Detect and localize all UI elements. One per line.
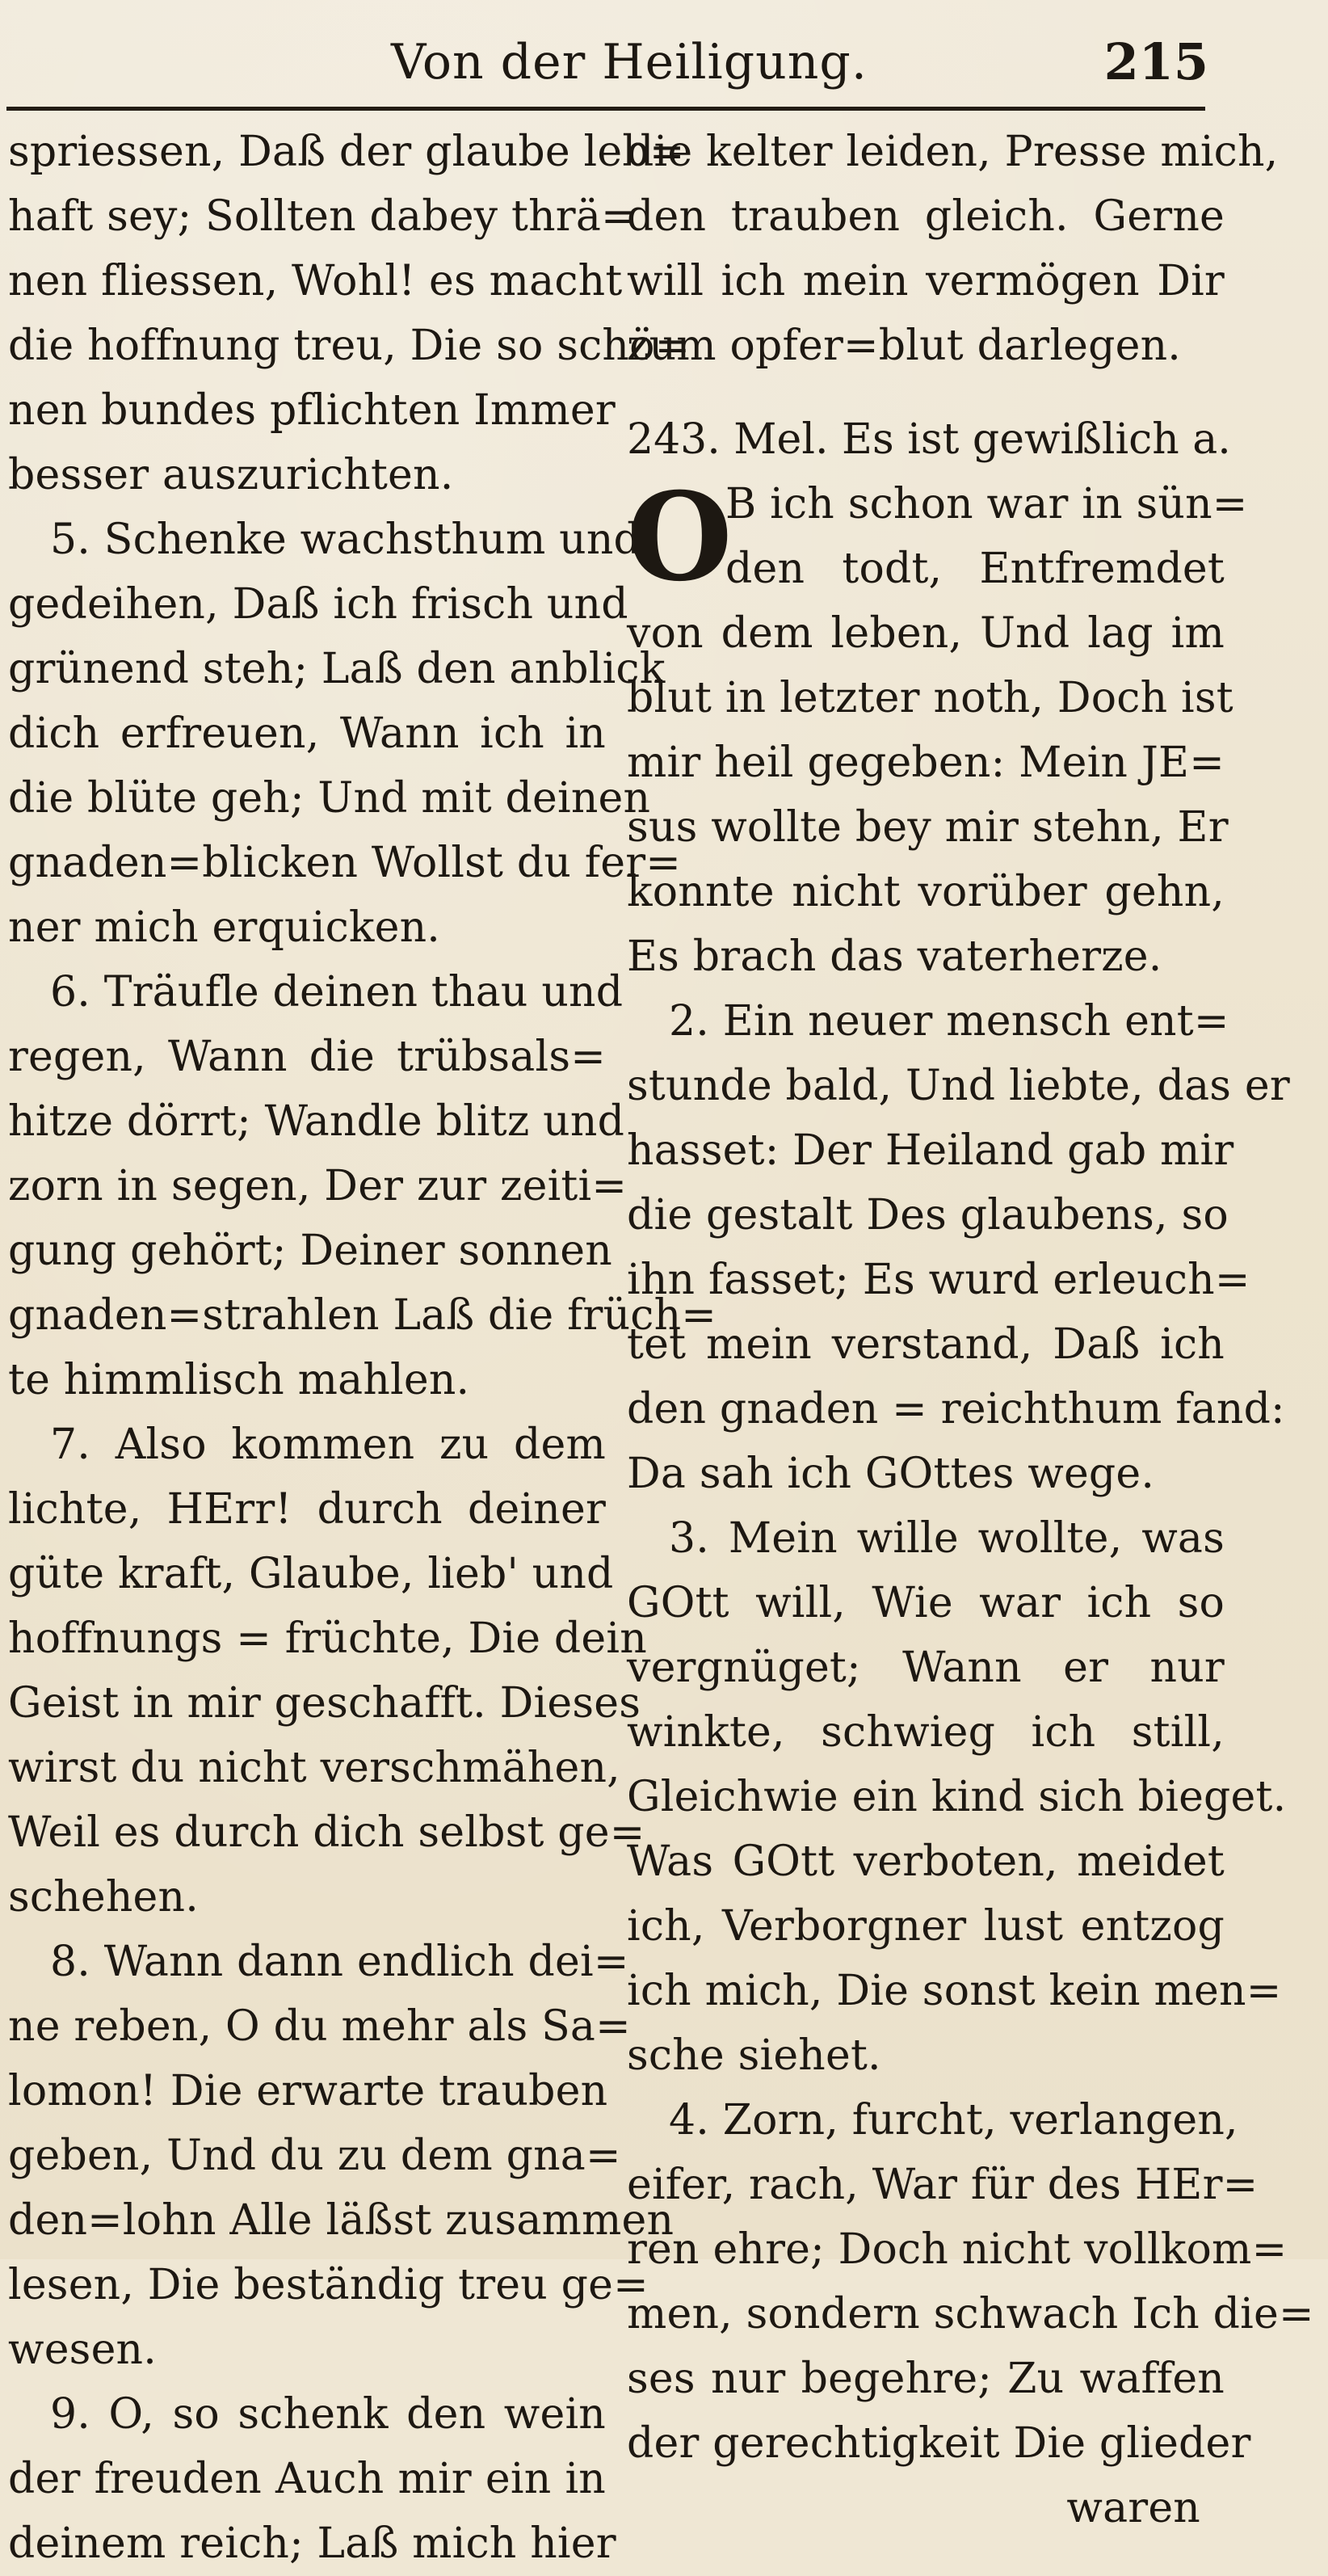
text-line: sche siehet. <box>627 2031 881 2080</box>
text-line: den gnaden = reichthum fand: <box>627 1385 1285 1433</box>
text-line: konnte nicht vorüber gehn, <box>627 868 1225 916</box>
text-line: ren ehre; Doch nicht vollkom= <box>627 2225 1288 2274</box>
text-line: lichte, HErr! durch deiner <box>8 1485 606 1534</box>
text-line: men, sondern schwach Ich die= <box>627 2290 1314 2338</box>
text-line: besser auszurichten. <box>8 451 454 499</box>
text-line: den=lohn Alle läßst zusammen <box>8 2196 675 2245</box>
text-line: geben, Und du zu dem gna= <box>8 2132 621 2180</box>
text-line: die kelter leiden, Presse mich, <box>627 128 1279 176</box>
drop-cap: O <box>627 466 733 608</box>
text-line: lesen, Die beständig treu ge= <box>8 2261 649 2309</box>
text-line: nen bundes pflichten Immer <box>8 386 616 435</box>
text-line: Was GOtt verboten, meidet <box>627 1837 1225 1886</box>
verse-start-3: 3. Mein wille wollte, was <box>669 1514 1225 1563</box>
text-line: hasset: Der Heiland gab mir <box>627 1126 1234 1175</box>
running-title: Von der Heiligung. <box>391 34 868 90</box>
text-line: wesen. <box>8 2326 157 2374</box>
text-line: ich, Verborgner lust entzog <box>627 1902 1225 1951</box>
hymn-heading: 243. Mel. Es ist gewißlich a. <box>627 415 1231 464</box>
text-line: vergnüget; Wann er nur <box>627 1644 1225 1692</box>
text-line: der gerechtigkeit Die glieder <box>627 2419 1251 2468</box>
verse-start-7: 7. Also kommen zu dem <box>50 1421 606 1469</box>
page-header <box>0 31 1328 103</box>
verse-start-6: 6. Träufle deinen thau und <box>50 968 624 1017</box>
text-line: Geist in mir geschafft. Dieses <box>8 1679 641 1728</box>
text-line: güte kraft, Glaube, lieb' und <box>8 1550 614 1598</box>
text-line: Es brach das vaterherze. <box>627 932 1162 981</box>
text-line: te himmlisch mahlen. <box>8 1356 470 1404</box>
text-line: zum opfer=blut darlegen. <box>627 322 1182 370</box>
text-line: stunde bald, Und liebte, das er <box>627 1062 1290 1110</box>
catchword: waren <box>1066 2484 1200 2532</box>
text-line: ses nur begehre; Zu waffen <box>627 2355 1225 2403</box>
text-line: die hoffnung treu, Die so schö= <box>8 322 691 370</box>
text-line: gnaden=blicken Wollst du fer= <box>8 839 682 887</box>
text-line: deinem reich; Laß mich hier <box>8 2519 616 2568</box>
text-line: lomon! Die erwarte trauben <box>8 2067 608 2115</box>
verse-start-9: 9. O, so schenk den wein <box>50 2390 606 2439</box>
verse-start-5: 5. Schenke wachsthum und <box>50 516 641 564</box>
text-line: ich mich, Die sonst kein men= <box>627 1967 1282 2015</box>
text-line: zorn in segen, Der zur zeiti= <box>8 1162 628 1210</box>
text-line: von dem leben, Und lag im <box>627 609 1225 658</box>
text-line: hitze dörrt; Wandle blitz und <box>8 1097 625 1146</box>
text-line: ihn fasset; Es wurd erleuch= <box>627 1256 1250 1304</box>
text-line: Weil es durch dich selbst ge= <box>8 1808 645 1857</box>
text-line: GOtt will, Wie war ich so <box>627 1579 1225 1627</box>
text-line: gnaden=strahlen Laß die früch= <box>8 1291 717 1340</box>
text-line: sus wollte bey mir stehn, Er <box>627 803 1229 852</box>
text-line: wirst du nicht verschmähen, <box>8 1744 620 1792</box>
right-column <box>627 120 1314 2540</box>
text-line: winkte, schwieg ich still, <box>627 1708 1225 1757</box>
text-line: tet mein verstand, Daß ich <box>627 1320 1225 1369</box>
text-line: der freuden Auch mir ein in <box>8 2455 606 2503</box>
text-line: Da sah ich GOttes wege. <box>627 1450 1155 1498</box>
text-line: ne reben, O du mehr als Sa= <box>8 2002 631 2051</box>
text-line: haft sey; Sollten dabey thrä= <box>8 192 637 241</box>
header-rule <box>6 107 1205 111</box>
text-line: mir heil gegeben: Mein JE= <box>627 739 1225 787</box>
text-line: gedeihen, Daß ich frisch und <box>8 580 628 629</box>
text-line: B ich schon war in sün= <box>725 480 1248 528</box>
verse-start-8: 8. Wann dann endlich dei= <box>50 1938 629 1986</box>
verse-start-2: 2. Ein neuer mensch ent= <box>669 997 1229 1046</box>
text-line: hoffnungs = früchte, Die dein <box>8 1614 647 1663</box>
text-line: den todt, Entfremdet <box>725 545 1225 593</box>
text-line: gung gehört; Deiner sonnen <box>8 1227 612 1275</box>
text-line: die blüte geh; Und mit deinen <box>8 774 651 823</box>
text-line: regen, Wann die trübsals= <box>8 1033 606 1081</box>
hymn-opening <box>627 466 1248 608</box>
left-column <box>8 120 717 2576</box>
text-line: grünend steh; Laß den anblick <box>8 645 666 693</box>
text-line: spriessen, Daß der glaube leb= <box>8 128 685 176</box>
text-line: schehen. <box>8 1873 199 1921</box>
verse-start-4: 4. Zorn, furcht, verlangen, <box>669 2096 1238 2145</box>
text-line: ner mich erquicken. <box>8 903 440 952</box>
text-line: Gleichwie ein kind sich bieget. <box>627 1773 1287 1821</box>
text-line: will ich mein vermögen Dir <box>627 257 1225 305</box>
text-line: die gestalt Des glaubens, so <box>627 1191 1229 1240</box>
text-line: den trauben gleich. Gerne <box>627 192 1225 241</box>
page-number: 215 <box>1103 32 1208 91</box>
text-line: nen fliessen, Wohl! es macht <box>8 257 623 305</box>
text-line: eifer, rach, War für des HEr= <box>627 2161 1259 2209</box>
text-line: dich erfreuen, Wann ich in <box>8 709 606 758</box>
text-line: blut in letzter noth, Doch ist <box>627 674 1233 722</box>
